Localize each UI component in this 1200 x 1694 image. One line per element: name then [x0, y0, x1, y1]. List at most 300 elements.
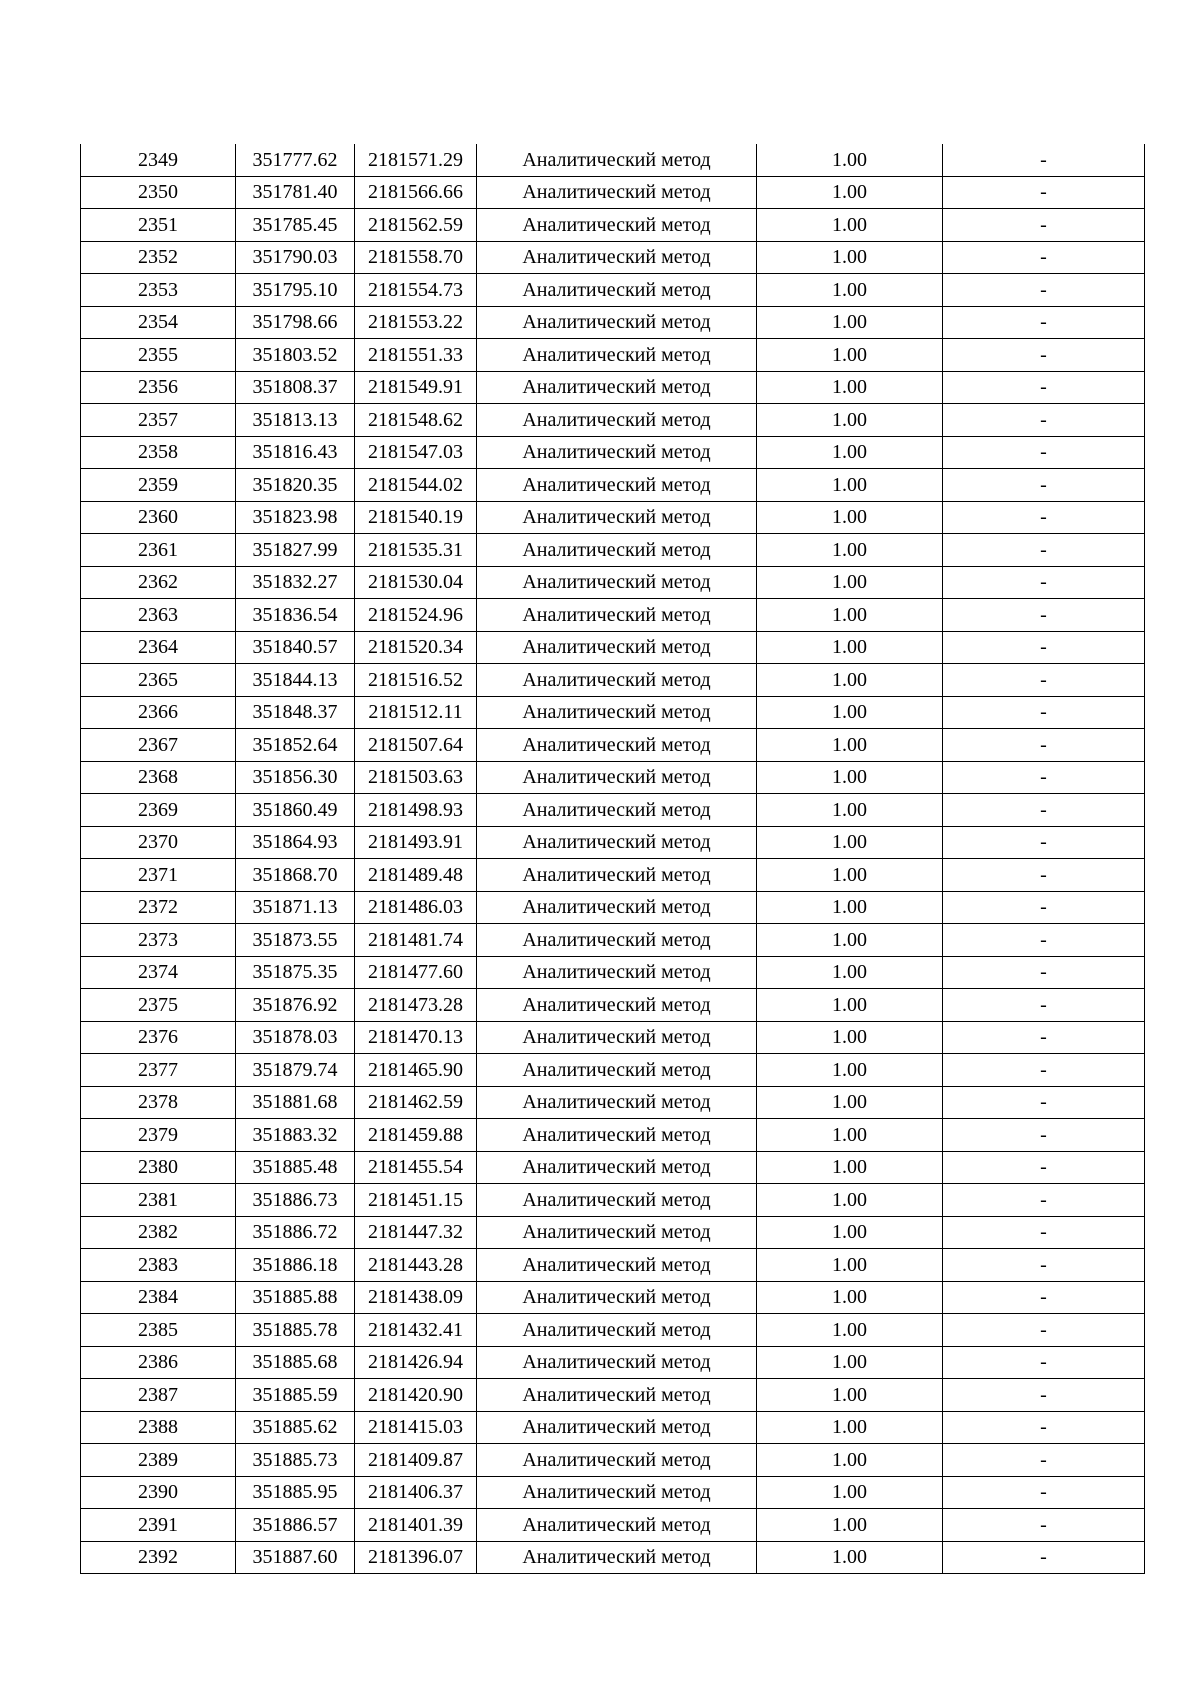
y-coordinate-cell: 2181489.48: [355, 859, 477, 892]
method-cell: Аналитический метод: [477, 761, 757, 794]
table-row: [81, 1086, 1145, 1119]
dash-cell: -: [943, 176, 1145, 209]
y-coordinate-cell: 2181507.64: [355, 729, 477, 762]
y-coordinate-cell: 2181438.09: [355, 1281, 477, 1314]
x-coordinate-cell: 351777.62: [236, 144, 355, 176]
method-cell: Аналитический метод: [477, 1119, 757, 1152]
dash-cell: -: [943, 404, 1145, 437]
method-cell: Аналитический метод: [477, 534, 757, 567]
method-cell: Аналитический метод: [477, 1281, 757, 1314]
accuracy-cell: 1.00: [757, 729, 943, 762]
method-cell: Аналитический метод: [477, 1346, 757, 1379]
dash-cell: -: [943, 631, 1145, 664]
accuracy-cell: 1.00: [757, 1476, 943, 1509]
table-row: [81, 241, 1145, 274]
accuracy-cell: 1.00: [757, 956, 943, 989]
point-number-cell: 2384: [81, 1281, 236, 1314]
x-coordinate-cell: 351885.59: [236, 1379, 355, 1412]
dash-cell: -: [943, 1509, 1145, 1542]
dash-cell: -: [943, 501, 1145, 534]
dash-cell: -: [943, 956, 1145, 989]
table-row: [81, 1541, 1145, 1574]
x-coordinate-cell: 351881.68: [236, 1086, 355, 1119]
accuracy-cell: 1.00: [757, 631, 943, 664]
dash-cell: -: [943, 1054, 1145, 1087]
x-coordinate-cell: 351820.35: [236, 469, 355, 502]
point-number-cell: 2362: [81, 566, 236, 599]
method-cell: Аналитический метод: [477, 859, 757, 892]
point-number-cell: 2369: [81, 794, 236, 827]
point-number-cell: 2381: [81, 1184, 236, 1217]
y-coordinate-cell: 2181473.28: [355, 989, 477, 1022]
dash-cell: -: [943, 924, 1145, 957]
x-coordinate-cell: 351790.03: [236, 241, 355, 274]
x-coordinate-cell: 351795.10: [236, 274, 355, 307]
point-number-cell: 2382: [81, 1216, 236, 1249]
y-coordinate-cell: 2181551.33: [355, 339, 477, 372]
y-coordinate-cell: 2181571.29: [355, 144, 477, 176]
table-row: [81, 891, 1145, 924]
dash-cell: -: [943, 1119, 1145, 1152]
x-coordinate-cell: 351781.40: [236, 176, 355, 209]
table-row: [81, 1379, 1145, 1412]
x-coordinate-cell: 351813.13: [236, 404, 355, 437]
x-coordinate-cell: 351885.68: [236, 1346, 355, 1379]
method-cell: Аналитический метод: [477, 209, 757, 242]
point-number-cell: 2379: [81, 1119, 236, 1152]
table-row: [81, 209, 1145, 242]
accuracy-cell: 1.00: [757, 1249, 943, 1282]
x-coordinate-cell: 351876.92: [236, 989, 355, 1022]
x-coordinate-cell: 351886.73: [236, 1184, 355, 1217]
dash-cell: -: [943, 274, 1145, 307]
y-coordinate-cell: 2181530.04: [355, 566, 477, 599]
dash-cell: -: [943, 469, 1145, 502]
dash-cell: -: [943, 144, 1145, 176]
point-number-cell: 2359: [81, 469, 236, 502]
point-number-cell: 2380: [81, 1151, 236, 1184]
accuracy-cell: 1.00: [757, 1119, 943, 1152]
x-coordinate-cell: 351885.88: [236, 1281, 355, 1314]
method-cell: Аналитический метод: [477, 826, 757, 859]
table-row: [81, 566, 1145, 599]
y-coordinate-cell: 2181548.62: [355, 404, 477, 437]
dash-cell: -: [943, 209, 1145, 242]
x-coordinate-cell: 351887.60: [236, 1541, 355, 1574]
table-row: [81, 339, 1145, 372]
y-coordinate-cell: 2181426.94: [355, 1346, 477, 1379]
point-number-cell: 2378: [81, 1086, 236, 1119]
y-coordinate-cell: 2181540.19: [355, 501, 477, 534]
y-coordinate-cell: 2181524.96: [355, 599, 477, 632]
method-cell: Аналитический метод: [477, 469, 757, 502]
y-coordinate-cell: 2181406.37: [355, 1476, 477, 1509]
accuracy-cell: 1.00: [757, 501, 943, 534]
table-row: [81, 1119, 1145, 1152]
method-cell: Аналитический метод: [477, 1021, 757, 1054]
table-row: [81, 1314, 1145, 1347]
accuracy-cell: 1.00: [757, 664, 943, 697]
x-coordinate-cell: 351816.43: [236, 436, 355, 469]
x-coordinate-cell: 351840.57: [236, 631, 355, 664]
table-row: [81, 1151, 1145, 1184]
dash-cell: -: [943, 989, 1145, 1022]
dash-cell: -: [943, 1249, 1145, 1282]
table-row: [81, 1476, 1145, 1509]
point-number-cell: 2391: [81, 1509, 236, 1542]
accuracy-cell: 1.00: [757, 371, 943, 404]
accuracy-cell: 1.00: [757, 891, 943, 924]
x-coordinate-cell: 351886.18: [236, 1249, 355, 1282]
dash-cell: -: [943, 1086, 1145, 1119]
accuracy-cell: 1.00: [757, 1184, 943, 1217]
point-number-cell: 2350: [81, 176, 236, 209]
table-row: [81, 1021, 1145, 1054]
method-cell: Аналитический метод: [477, 404, 757, 437]
method-cell: Аналитический метод: [477, 1086, 757, 1119]
x-coordinate-cell: 351883.32: [236, 1119, 355, 1152]
accuracy-cell: 1.00: [757, 859, 943, 892]
y-coordinate-cell: 2181409.87: [355, 1444, 477, 1477]
y-coordinate-cell: 2181544.02: [355, 469, 477, 502]
method-cell: Аналитический метод: [477, 1444, 757, 1477]
dash-cell: -: [943, 566, 1145, 599]
method-cell: Аналитический метод: [477, 1509, 757, 1542]
method-cell: Аналитический метод: [477, 956, 757, 989]
accuracy-cell: 1.00: [757, 924, 943, 957]
point-number-cell: 2387: [81, 1379, 236, 1412]
dash-cell: -: [943, 599, 1145, 632]
method-cell: Аналитический метод: [477, 176, 757, 209]
accuracy-cell: 1.00: [757, 1216, 943, 1249]
point-number-cell: 2376: [81, 1021, 236, 1054]
y-coordinate-cell: 2181503.63: [355, 761, 477, 794]
accuracy-cell: 1.00: [757, 1509, 943, 1542]
dash-cell: -: [943, 696, 1145, 729]
table-row: [81, 956, 1145, 989]
point-number-cell: 2377: [81, 1054, 236, 1087]
table-row: [81, 436, 1145, 469]
table-row: [81, 274, 1145, 307]
accuracy-cell: 1.00: [757, 1021, 943, 1054]
accuracy-cell: 1.00: [757, 274, 943, 307]
table-row: [81, 1509, 1145, 1542]
y-coordinate-cell: 2181401.39: [355, 1509, 477, 1542]
table-row: [81, 859, 1145, 892]
point-number-cell: 2385: [81, 1314, 236, 1347]
accuracy-cell: 1.00: [757, 436, 943, 469]
table-row: [81, 761, 1145, 794]
point-number-cell: 2388: [81, 1411, 236, 1444]
method-cell: Аналитический метод: [477, 631, 757, 664]
method-cell: Аналитический метод: [477, 1379, 757, 1412]
accuracy-cell: 1.00: [757, 1054, 943, 1087]
method-cell: Аналитический метод: [477, 729, 757, 762]
point-number-cell: 2364: [81, 631, 236, 664]
point-number-cell: 2367: [81, 729, 236, 762]
table-row: [81, 631, 1145, 664]
y-coordinate-cell: 2181486.03: [355, 891, 477, 924]
x-coordinate-cell: 351803.52: [236, 339, 355, 372]
method-cell: Аналитический метод: [477, 1249, 757, 1282]
accuracy-cell: 1.00: [757, 599, 943, 632]
y-coordinate-cell: 2181562.59: [355, 209, 477, 242]
method-cell: Аналитический метод: [477, 1216, 757, 1249]
dash-cell: -: [943, 1021, 1145, 1054]
method-cell: Аналитический метод: [477, 794, 757, 827]
method-cell: Аналитический метод: [477, 1476, 757, 1509]
accuracy-cell: 1.00: [757, 209, 943, 242]
x-coordinate-cell: 351848.37: [236, 696, 355, 729]
accuracy-cell: 1.00: [757, 176, 943, 209]
method-cell: Аналитический метод: [477, 989, 757, 1022]
point-number-cell: 2375: [81, 989, 236, 1022]
dash-cell: -: [943, 1184, 1145, 1217]
accuracy-cell: 1.00: [757, 1444, 943, 1477]
method-cell: Аналитический метод: [477, 1314, 757, 1347]
method-cell: Аналитический метод: [477, 566, 757, 599]
point-number-cell: 2349: [81, 144, 236, 176]
table-row: [81, 306, 1145, 339]
x-coordinate-cell: 351823.98: [236, 501, 355, 534]
point-number-cell: 2351: [81, 209, 236, 242]
accuracy-cell: 1.00: [757, 469, 943, 502]
accuracy-cell: 1.00: [757, 1151, 943, 1184]
dash-cell: -: [943, 891, 1145, 924]
table-row: [81, 1249, 1145, 1282]
x-coordinate-cell: 351836.54: [236, 599, 355, 632]
accuracy-cell: 1.00: [757, 1541, 943, 1574]
x-coordinate-cell: 351885.95: [236, 1476, 355, 1509]
dash-cell: -: [943, 1314, 1145, 1347]
table-row: [81, 1411, 1145, 1444]
table-row: [81, 176, 1145, 209]
method-cell: Аналитический метод: [477, 1184, 757, 1217]
accuracy-cell: 1.00: [757, 761, 943, 794]
y-coordinate-cell: 2181549.91: [355, 371, 477, 404]
dash-cell: -: [943, 826, 1145, 859]
table-row: [81, 501, 1145, 534]
accuracy-cell: 1.00: [757, 989, 943, 1022]
y-coordinate-cell: 2181498.93: [355, 794, 477, 827]
x-coordinate-cell: 351885.62: [236, 1411, 355, 1444]
method-cell: Аналитический метод: [477, 501, 757, 534]
x-coordinate-cell: 351885.78: [236, 1314, 355, 1347]
dash-cell: -: [943, 339, 1145, 372]
x-coordinate-cell: 351864.93: [236, 826, 355, 859]
accuracy-cell: 1.00: [757, 1411, 943, 1444]
dash-cell: -: [943, 534, 1145, 567]
dash-cell: -: [943, 729, 1145, 762]
dash-cell: -: [943, 436, 1145, 469]
y-coordinate-cell: 2181512.11: [355, 696, 477, 729]
point-number-cell: 2356: [81, 371, 236, 404]
method-cell: Аналитический метод: [477, 891, 757, 924]
accuracy-cell: 1.00: [757, 339, 943, 372]
point-number-cell: 2372: [81, 891, 236, 924]
dash-cell: -: [943, 1411, 1145, 1444]
y-coordinate-cell: 2181535.31: [355, 534, 477, 567]
accuracy-cell: 1.00: [757, 794, 943, 827]
table-row: [81, 469, 1145, 502]
point-number-cell: 2389: [81, 1444, 236, 1477]
accuracy-cell: 1.00: [757, 1086, 943, 1119]
y-coordinate-cell: 2181447.32: [355, 1216, 477, 1249]
x-coordinate-cell: 351832.27: [236, 566, 355, 599]
accuracy-cell: 1.00: [757, 566, 943, 599]
point-number-cell: 2371: [81, 859, 236, 892]
y-coordinate-cell: 2181558.70: [355, 241, 477, 274]
point-number-cell: 2374: [81, 956, 236, 989]
method-cell: Аналитический метод: [477, 1541, 757, 1574]
x-coordinate-cell: 351886.57: [236, 1509, 355, 1542]
table-body: [81, 144, 1145, 1574]
method-cell: Аналитический метод: [477, 274, 757, 307]
method-cell: Аналитический метод: [477, 339, 757, 372]
accuracy-cell: 1.00: [757, 1281, 943, 1314]
dash-cell: -: [943, 1541, 1145, 1574]
point-number-cell: 2352: [81, 241, 236, 274]
y-coordinate-cell: 2181481.74: [355, 924, 477, 957]
x-coordinate-cell: 351827.99: [236, 534, 355, 567]
dash-cell: -: [943, 371, 1145, 404]
dash-cell: -: [943, 1216, 1145, 1249]
dash-cell: -: [943, 241, 1145, 274]
y-coordinate-cell: 2181566.66: [355, 176, 477, 209]
coordinates-table: [80, 144, 1145, 1574]
x-coordinate-cell: 351886.72: [236, 1216, 355, 1249]
accuracy-cell: 1.00: [757, 1346, 943, 1379]
x-coordinate-cell: 351852.64: [236, 729, 355, 762]
table-row: [81, 1281, 1145, 1314]
table-row: [81, 1054, 1145, 1087]
point-number-cell: 2360: [81, 501, 236, 534]
y-coordinate-cell: 2181477.60: [355, 956, 477, 989]
y-coordinate-cell: 2181470.13: [355, 1021, 477, 1054]
point-number-cell: 2392: [81, 1541, 236, 1574]
method-cell: Аналитический метод: [477, 599, 757, 632]
accuracy-cell: 1.00: [757, 1379, 943, 1412]
point-number-cell: 2368: [81, 761, 236, 794]
point-number-cell: 2370: [81, 826, 236, 859]
x-coordinate-cell: 351885.73: [236, 1444, 355, 1477]
method-cell: Аналитический метод: [477, 1411, 757, 1444]
method-cell: Аналитический метод: [477, 371, 757, 404]
y-coordinate-cell: 2181443.28: [355, 1249, 477, 1282]
table-row: [81, 599, 1145, 632]
accuracy-cell: 1.00: [757, 1314, 943, 1347]
point-number-cell: 2373: [81, 924, 236, 957]
accuracy-cell: 1.00: [757, 696, 943, 729]
x-coordinate-cell: 351808.37: [236, 371, 355, 404]
x-coordinate-cell: 351868.70: [236, 859, 355, 892]
y-coordinate-cell: 2181520.34: [355, 631, 477, 664]
x-coordinate-cell: 351875.35: [236, 956, 355, 989]
table-row: [81, 664, 1145, 697]
table-row: [81, 144, 1145, 176]
x-coordinate-cell: 351878.03: [236, 1021, 355, 1054]
point-number-cell: 2358: [81, 436, 236, 469]
x-coordinate-cell: 351879.74: [236, 1054, 355, 1087]
y-coordinate-cell: 2181547.03: [355, 436, 477, 469]
y-coordinate-cell: 2181432.41: [355, 1314, 477, 1347]
dash-cell: -: [943, 1476, 1145, 1509]
table-row: [81, 729, 1145, 762]
table-row: [81, 924, 1145, 957]
x-coordinate-cell: 351844.13: [236, 664, 355, 697]
table-row: [81, 1184, 1145, 1217]
y-coordinate-cell: 2181465.90: [355, 1054, 477, 1087]
dash-cell: -: [943, 761, 1145, 794]
table-row: [81, 1346, 1145, 1379]
method-cell: Аналитический метод: [477, 436, 757, 469]
point-number-cell: 2363: [81, 599, 236, 632]
x-coordinate-cell: 351798.66: [236, 306, 355, 339]
method-cell: Аналитический метод: [477, 924, 757, 957]
point-number-cell: 2355: [81, 339, 236, 372]
y-coordinate-cell: 2181455.54: [355, 1151, 477, 1184]
method-cell: Аналитический метод: [477, 664, 757, 697]
method-cell: Аналитический метод: [477, 144, 757, 176]
x-coordinate-cell: 351871.13: [236, 891, 355, 924]
dash-cell: -: [943, 859, 1145, 892]
y-coordinate-cell: 2181420.90: [355, 1379, 477, 1412]
accuracy-cell: 1.00: [757, 306, 943, 339]
x-coordinate-cell: 351885.48: [236, 1151, 355, 1184]
accuracy-cell: 1.00: [757, 241, 943, 274]
y-coordinate-cell: 2181516.52: [355, 664, 477, 697]
dash-cell: -: [943, 1151, 1145, 1184]
dash-cell: -: [943, 1346, 1145, 1379]
dash-cell: -: [943, 1444, 1145, 1477]
y-coordinate-cell: 2181415.03: [355, 1411, 477, 1444]
table-row: [81, 371, 1145, 404]
accuracy-cell: 1.00: [757, 404, 943, 437]
method-cell: Аналитический метод: [477, 696, 757, 729]
point-number-cell: 2357: [81, 404, 236, 437]
dash-cell: -: [943, 306, 1145, 339]
method-cell: Аналитический метод: [477, 1054, 757, 1087]
y-coordinate-cell: 2181459.88: [355, 1119, 477, 1152]
dash-cell: -: [943, 664, 1145, 697]
table-row: [81, 534, 1145, 567]
x-coordinate-cell: 351856.30: [236, 761, 355, 794]
y-coordinate-cell: 2181493.91: [355, 826, 477, 859]
method-cell: Аналитический метод: [477, 306, 757, 339]
point-number-cell: 2383: [81, 1249, 236, 1282]
accuracy-cell: 1.00: [757, 826, 943, 859]
point-number-cell: 2365: [81, 664, 236, 697]
table-row: [81, 1444, 1145, 1477]
table-row: [81, 404, 1145, 437]
y-coordinate-cell: 2181451.15: [355, 1184, 477, 1217]
point-number-cell: 2354: [81, 306, 236, 339]
dash-cell: -: [943, 1281, 1145, 1314]
accuracy-cell: 1.00: [757, 144, 943, 176]
x-coordinate-cell: 351873.55: [236, 924, 355, 957]
x-coordinate-cell: 351785.45: [236, 209, 355, 242]
method-cell: Аналитический метод: [477, 1151, 757, 1184]
point-number-cell: 2386: [81, 1346, 236, 1379]
table-row: [81, 989, 1145, 1022]
table-row: [81, 794, 1145, 827]
point-number-cell: 2366: [81, 696, 236, 729]
point-number-cell: 2361: [81, 534, 236, 567]
dash-cell: -: [943, 1379, 1145, 1412]
method-cell: Аналитический метод: [477, 241, 757, 274]
y-coordinate-cell: 2181396.07: [355, 1541, 477, 1574]
y-coordinate-cell: 2181462.59: [355, 1086, 477, 1119]
